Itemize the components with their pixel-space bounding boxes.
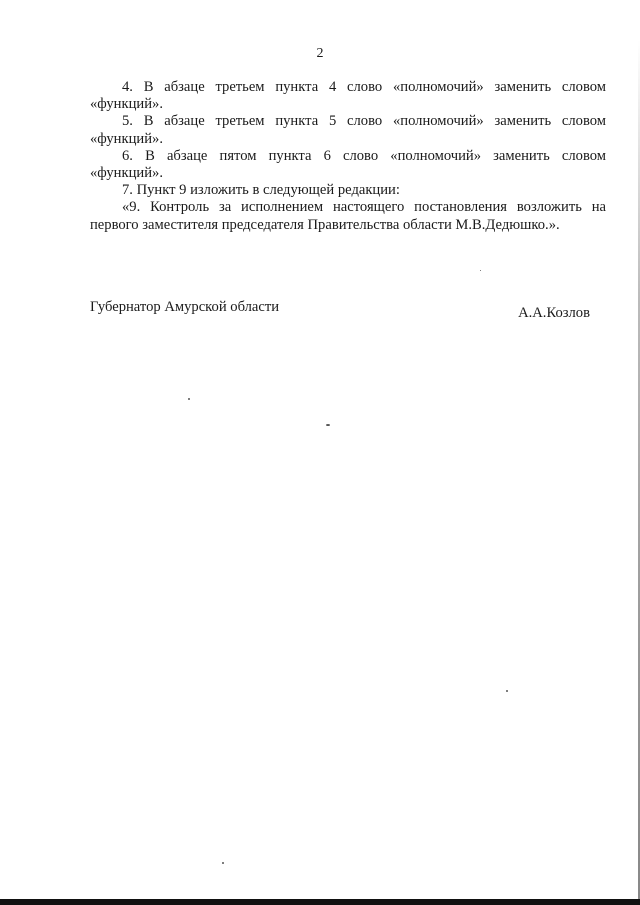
scan-speck (326, 424, 330, 426)
scan-bottom-edge (0, 899, 640, 905)
scan-speck (480, 270, 481, 271)
signatory-name: А.А.Козлов (518, 305, 590, 321)
paragraph-item-4: 4. В абзаце третьем пункта 4 слово «полномочий» заменить словом «функций». (90, 79, 606, 113)
paragraph-item-6: 6. В абзаце пятом пункта 6 слово «полномочий» заменить словом «функций». (90, 147, 606, 182)
paragraph-item-5: 5. В абзаце третьем пункта 5 слово «полномочий» заменить словом «функций». (90, 113, 606, 147)
scan-speck (506, 690, 508, 692)
scan-speck (188, 398, 190, 400)
paragraph-item-7: 7. Пункт 9 изложить в следующей редакции: (122, 182, 400, 199)
page-number: 2 (316, 46, 324, 61)
document-body (90, 79, 606, 234)
scan-speck (222, 862, 224, 864)
paragraph-item-9-text: «9. Контроль за исполнением настоящего постановления возложить на первого заместителя председателя Правительства области М.В.Дедюшко.». (90, 199, 606, 233)
signatory-title: Губернатор Амурской области (90, 299, 280, 315)
